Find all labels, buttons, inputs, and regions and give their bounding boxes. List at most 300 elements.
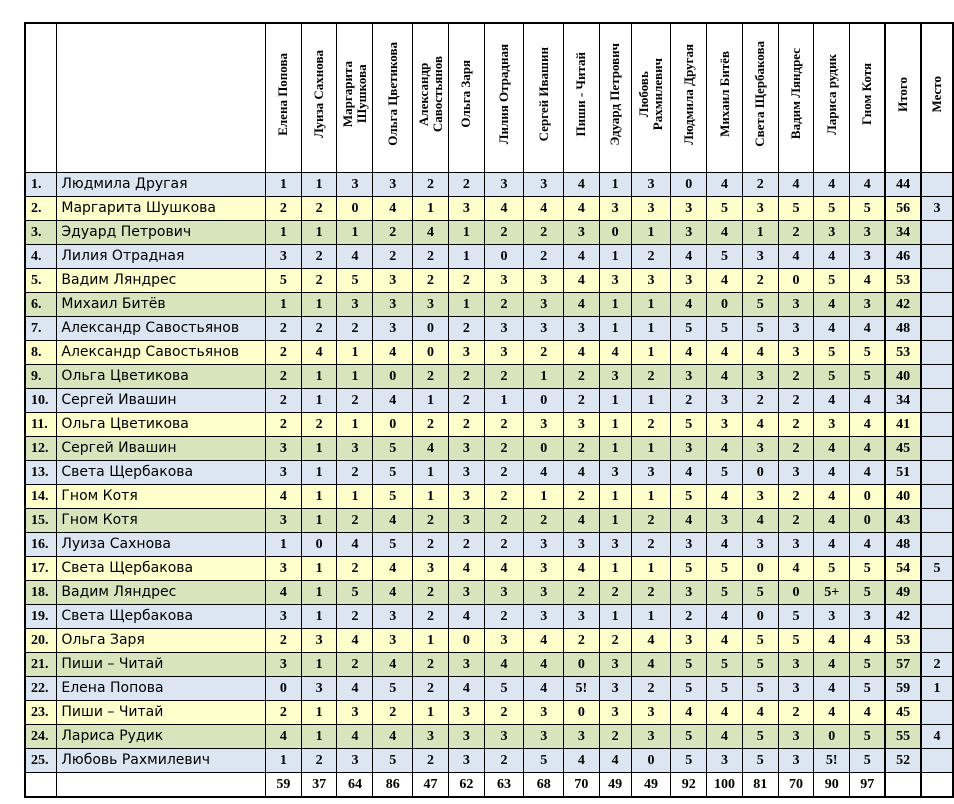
participant-name: Вадим Ляндрес [57,269,266,293]
score-cell: 1 [631,605,671,629]
score-cell: 2 [631,581,671,605]
score-cell: 3 [778,725,814,749]
score-cell: 4 [814,485,850,509]
score-cell: 3 [599,461,631,485]
score-cell: 2 [742,389,778,413]
score-cell: 2 [484,749,524,773]
score-cell: 5 [850,653,886,677]
score-cell: 4 [413,221,449,245]
score-cell: 3 [631,173,671,197]
score-cell: 4 [631,653,671,677]
row-number: 4. [25,245,57,269]
score-cell: 4 [814,509,850,533]
participant-name: Вадим Ляндрес [57,581,266,605]
score-cell: 3 [742,197,778,221]
score-cell: 4 [814,317,850,341]
score-cell: 4 [373,653,413,677]
place-cell [921,701,953,725]
score-cell: 3 [448,581,484,605]
score-cell: 3 [671,581,707,605]
score-cell: 3 [850,293,886,317]
score-cell: 2 [413,365,449,389]
score-cell: 2 [266,197,302,221]
total-header [885,23,921,173]
score-cell: 1 [599,317,631,341]
score-cell: 1 [631,317,671,341]
score-cell: 1 [413,701,449,725]
score-cell: 0 [301,533,337,557]
score-cell: 4 [707,605,743,629]
score-cell: 4 [671,245,707,269]
score-cell: 2 [413,581,449,605]
score-cell: 2 [337,317,373,341]
score-cell: 3 [671,197,707,221]
score-cell: 5 [778,629,814,653]
score-cell: 0 [266,677,302,701]
score-cell: 3 [742,437,778,461]
score-table [24,22,954,798]
score-cell: 3 [742,533,778,557]
score-cell: 2 [448,533,484,557]
score-cell: 5 [707,245,743,269]
score-cell: 2 [631,533,671,557]
total-cell: 44 [885,173,921,197]
score-cell: 3 [337,437,373,461]
total-cell: 43 [885,509,921,533]
column-sum-cell: 62 [448,773,484,798]
score-cell: 5 [373,533,413,557]
table-row [25,221,953,245]
score-cell: 2 [337,389,373,413]
score-cell: 3 [742,245,778,269]
score-cell: 1 [301,437,337,461]
score-cell: 5 [707,557,743,581]
score-cell: 2 [337,605,373,629]
score-cell: 5 [850,581,886,605]
score-cell: 1 [301,293,337,317]
score-cell: 0 [564,653,600,677]
participant-name: Маргарита Шушкова [57,197,266,221]
score-cell: 1 [599,413,631,437]
score-cell: 3 [448,653,484,677]
column-sum-cell: 70 [564,773,600,798]
column-header [484,23,524,173]
score-cell: 1 [301,173,337,197]
table-row [25,413,953,437]
sum-blank-cell [57,773,266,798]
score-cell: 4 [337,245,373,269]
row-number: 22. [25,677,57,701]
total-cell: 48 [885,533,921,557]
score-cell: 3 [337,701,373,725]
score-cell: 2 [631,509,671,533]
score-cell: 4 [707,269,743,293]
score-cell: 1 [413,461,449,485]
score-cell: 1 [599,293,631,317]
column-header [524,23,564,173]
score-cell: 4 [564,245,600,269]
score-cell: 2 [484,365,524,389]
score-cell: 1 [337,341,373,365]
score-cell: 2 [301,245,337,269]
score-cell: 5 [850,557,886,581]
score-cell: 1 [599,557,631,581]
score-cell: 4 [671,461,707,485]
table-row [25,293,953,317]
place-cell [921,317,953,341]
score-cell: 1 [337,221,373,245]
score-cell: 4 [742,509,778,533]
score-cell: 4 [850,413,886,437]
table-row [25,725,953,749]
total-cell: 51 [885,461,921,485]
score-cell: 4 [671,341,707,365]
row-number: 6. [25,293,57,317]
participant-name: Эдуард Петрович [57,221,266,245]
score-cell: 3 [671,221,707,245]
score-cell: 5 [671,413,707,437]
score-cell: 3 [671,533,707,557]
score-cell: 0 [524,389,564,413]
score-cell: 4 [524,461,564,485]
score-cell: 3 [337,293,373,317]
score-cell: 4 [337,725,373,749]
score-cell: 2 [301,197,337,221]
score-cell: 1 [301,725,337,749]
score-cell: 1 [301,701,337,725]
score-cell: 3 [631,197,671,221]
table-row [25,677,953,701]
sum-blank-cell [921,773,953,798]
place-cell [921,269,953,293]
score-cell: 5 [524,749,564,773]
column-header-label: Гном Котя [859,63,875,125]
score-cell: 4 [707,701,743,725]
score-cell: 1 [631,557,671,581]
score-cell: 3 [266,509,302,533]
score-cell: 4 [373,341,413,365]
score-cell: 5 [850,365,886,389]
score-cell: 1 [631,485,671,509]
score-cell: 3 [448,341,484,365]
score-cell: 3 [266,245,302,269]
score-cell: 5 [707,317,743,341]
score-cell: 5 [742,629,778,653]
row-number: 2. [25,197,57,221]
score-cell: 0 [599,221,631,245]
column-sum-cell: 59 [266,773,302,798]
score-cell: 1 [599,437,631,461]
score-cell: 2 [524,245,564,269]
score-cell: 1 [301,581,337,605]
score-cell: 4 [814,173,850,197]
total-cell: 41 [885,413,921,437]
score-cell: 2 [413,533,449,557]
score-cell: 1 [413,629,449,653]
score-cell: 2 [778,485,814,509]
score-cell: 5 [778,197,814,221]
score-cell: 2 [778,437,814,461]
score-cell: 4 [707,485,743,509]
score-cell: 2 [564,389,600,413]
score-cell: 3 [373,293,413,317]
score-cell: 1 [266,173,302,197]
participant-name: Людмила Другая [57,173,266,197]
score-cell: 5 [814,269,850,293]
score-cell: 2 [778,221,814,245]
score-cell: 2 [301,317,337,341]
score-cell: 0 [564,701,600,725]
score-cell: 5 [707,677,743,701]
score-cell: 3 [373,629,413,653]
column-sum-cell: 70 [778,773,814,798]
score-cell: 4 [484,653,524,677]
score-cell: 1 [631,437,671,461]
score-cell: 4 [337,677,373,701]
score-cell: 1 [631,341,671,365]
score-cell: 4 [850,389,886,413]
column-header [413,23,449,173]
score-cell: 2 [413,509,449,533]
column-header-label: Лариса рудик [823,53,839,135]
row-number: 5. [25,269,57,293]
table-row [25,557,953,581]
score-cell: 1 [301,653,337,677]
score-cell: 3 [671,629,707,653]
column-header-label: Света Щербакова [752,41,768,147]
score-cell: 1 [599,173,631,197]
score-cell: 2 [413,269,449,293]
score-cell: 4 [564,509,600,533]
score-cell: 0 [707,293,743,317]
score-cell: 3 [671,437,707,461]
score-cell: 3 [599,677,631,701]
table-row [25,173,953,197]
score-cell: 2 [484,485,524,509]
score-cell: 0 [742,605,778,629]
score-cell: 3 [778,341,814,365]
column-header-label: Сергей Ивашин [535,46,551,142]
row-number: 14. [25,485,57,509]
score-cell: 4 [484,557,524,581]
header-name-cell [57,23,266,173]
column-header-label: Вадим Ляндрес [787,48,803,140]
score-cell: 4 [850,173,886,197]
table-row [25,317,953,341]
score-cell: 4 [373,581,413,605]
column-header [301,23,337,173]
table-row [25,269,953,293]
participant-name: Лариса Рудик [57,725,266,749]
score-cell: 2 [266,389,302,413]
score-cell: 1 [301,485,337,509]
column-sum-cell: 63 [484,773,524,798]
score-cell: 2 [564,485,600,509]
score-cell: 3 [814,221,850,245]
score-cell: 5 [850,197,886,221]
score-cell: 2 [266,365,302,389]
participant-name: Александр Савостьянов [57,341,266,365]
score-cell: 4 [814,701,850,725]
score-cell: 1 [448,245,484,269]
table-row [25,533,953,557]
score-cell: 4 [850,317,886,341]
score-cell: 2 [671,605,707,629]
score-cell: 4 [778,557,814,581]
column-sum-cell: 49 [631,773,671,798]
column-header [564,23,600,173]
score-cell: 4 [742,413,778,437]
column-header-label: Луиза Сахнова [311,50,327,138]
score-cell: 1 [742,221,778,245]
score-cell: 0 [484,245,524,269]
column-header-label: Эдуард Петрович [607,42,623,146]
place-header-label: Место [929,75,945,113]
score-cell: 3 [778,533,814,557]
column-header [448,23,484,173]
score-cell: 1 [301,461,337,485]
score-cell: 4 [266,485,302,509]
score-cell: 1 [301,605,337,629]
score-cell: 4 [778,173,814,197]
score-cell: 3 [524,701,564,725]
score-cell: 4 [373,509,413,533]
score-cell: 1 [266,749,302,773]
score-cell: 1 [484,389,524,413]
score-cell: 4 [564,557,600,581]
score-cell: 5 [671,749,707,773]
score-cell: 3 [448,701,484,725]
score-cell: 1 [413,197,449,221]
score-cell: 3 [524,413,564,437]
row-number: 15. [25,509,57,533]
place-cell [921,509,953,533]
score-cell: 3 [524,557,564,581]
score-cell: 2 [448,173,484,197]
score-cell: 4 [671,509,707,533]
score-cell: 2 [484,413,524,437]
participant-name: Ольга Заря [57,629,266,653]
column-sum-cell: 97 [850,773,886,798]
score-cell: 0 [778,269,814,293]
row-number: 1. [25,173,57,197]
score-cell: 2 [337,461,373,485]
total-cell: 59 [885,677,921,701]
total-cell: 53 [885,269,921,293]
score-cell: 4 [742,341,778,365]
score-cell: 3 [564,221,600,245]
place-cell: 4 [921,725,953,749]
score-cell: 0 [373,413,413,437]
row-number: 21. [25,653,57,677]
score-cell: 4 [564,293,600,317]
column-header [631,23,671,173]
score-cell: 3 [448,725,484,749]
row-number: 11. [25,413,57,437]
column-header [707,23,743,173]
score-cell: 4 [814,389,850,413]
score-cell: 3 [373,317,413,341]
score-cell: 2 [599,725,631,749]
score-cell: 0 [742,461,778,485]
score-cell: 2 [301,269,337,293]
score-cell: 2 [448,413,484,437]
score-cell: 2 [448,365,484,389]
score-cell: 4 [373,557,413,581]
column-header-label: Елена Попова [275,52,291,136]
score-cell: 4 [564,173,600,197]
participant-name: Ольга Цветикова [57,365,266,389]
row-number: 8. [25,341,57,365]
row-number: 17. [25,557,57,581]
row-number: 25. [25,749,57,773]
score-cell: 5 [814,365,850,389]
score-cell: 3 [484,173,524,197]
column-header [266,23,302,173]
place-cell [921,221,953,245]
score-cell: 2 [484,293,524,317]
score-cell: 3 [413,725,449,749]
score-cell: 4 [814,293,850,317]
score-cell: 4 [814,245,850,269]
score-cell: 2 [448,317,484,341]
score-cell: 4 [564,197,600,221]
score-cell: 2 [484,437,524,461]
total-cell: 53 [885,629,921,653]
score-cell: 1 [524,485,564,509]
score-cell: 5 [850,677,886,701]
score-cell: 4 [373,197,413,221]
score-cell: 2 [778,365,814,389]
column-sum-cell: 90 [814,773,850,798]
score-cell: 2 [564,437,600,461]
score-cell: 4 [671,701,707,725]
score-cell: 4 [599,749,631,773]
score-cell: 3 [778,653,814,677]
table-row [25,485,953,509]
sum-blank-cell [885,773,921,798]
place-cell [921,605,953,629]
score-cell: 5 [337,269,373,293]
score-cell: 0 [524,437,564,461]
column-sum-cell: 68 [524,773,564,798]
total-cell: 53 [885,341,921,365]
score-cell: 3 [266,605,302,629]
score-cell: 4 [814,533,850,557]
score-cell: 5 [742,677,778,701]
score-cell: 1 [266,533,302,557]
score-cell: 4 [707,629,743,653]
score-cell: 1 [301,365,337,389]
row-number: 18. [25,581,57,605]
total-cell: 34 [885,221,921,245]
score-cell: 3 [742,485,778,509]
total-cell: 40 [885,365,921,389]
participant-name: Елена Попова [57,677,266,701]
score-cell: 1 [599,245,631,269]
score-cell: 3 [524,581,564,605]
place-cell [921,533,953,557]
score-cell: 2 [413,413,449,437]
table-row [25,749,953,773]
score-cell: 3 [373,269,413,293]
column-sum-cell: 49 [599,773,631,798]
score-cell: 5 [742,317,778,341]
column-header [373,23,413,173]
score-cell: 3 [599,653,631,677]
score-cell: 5 [814,341,850,365]
score-cell: 3 [448,197,484,221]
